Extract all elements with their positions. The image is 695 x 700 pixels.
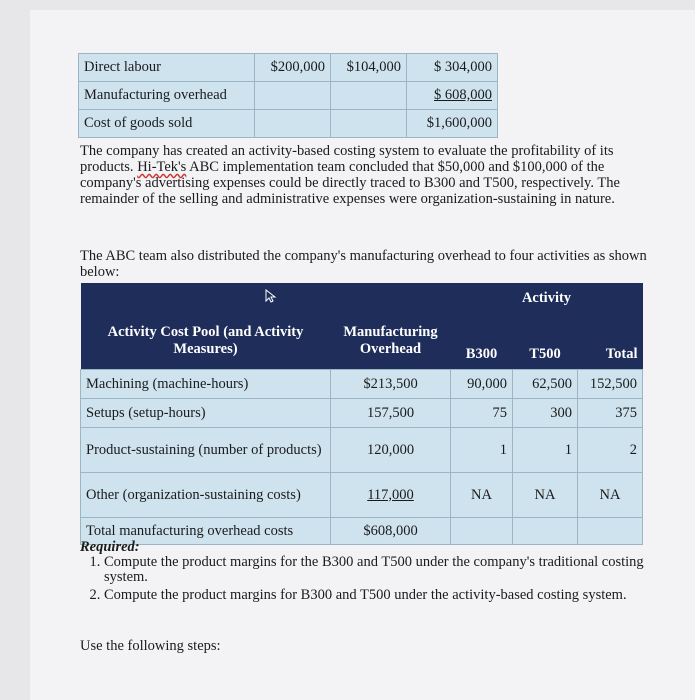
pool-name: Total manufacturing overhead costs [81, 518, 331, 545]
table-row [81, 370, 643, 399]
b300-value: NA [451, 473, 513, 518]
t500-value [331, 110, 407, 138]
total-value: 2 [578, 428, 643, 473]
overhead-value: $608,000 [331, 518, 451, 545]
total-value: 375 [578, 399, 643, 428]
b300-value [255, 82, 331, 110]
header-blank [331, 283, 451, 313]
required-title: Required: [80, 539, 140, 555]
list-item: 2. Compute the product margins for B300 and T500 under the activity-based costing system. [104, 588, 670, 603]
column-header-t500: T500 [513, 313, 578, 370]
paragraph-text: ABC implementation team concluded that $50,000 and $100,000 of the company's advertising expenses could be directly traced to B300 and T500, respectively. The remainder of the selling and administrative expenses were organization-sustaining in nature. [80, 159, 620, 207]
row-label: Cost of goods sold [79, 110, 255, 138]
table-row [81, 399, 643, 428]
column-header-pool: Activity Cost Pool (and Activity Measures) [81, 313, 331, 370]
pool-name: Machining (machine-hours) [81, 370, 331, 399]
column-header-total: Total [578, 313, 643, 370]
company-name: Hi-Tek's [137, 159, 187, 175]
total-value: $ 304,000 [407, 54, 498, 82]
intro-paragraph [80, 143, 660, 207]
steps-label: Use the following steps: [80, 638, 221, 654]
b300-value: 90,000 [451, 370, 513, 399]
pool-name: Other (organization-sustaining costs) [81, 473, 331, 518]
t500-value [331, 82, 407, 110]
pool-name: Product-sustaining (number of products) [81, 428, 331, 473]
abc-activity-table [80, 283, 643, 545]
t500-value: 300 [513, 399, 578, 428]
pool-name: Setups (setup-hours) [81, 399, 331, 428]
t500-value: 1 [513, 428, 578, 473]
list-item: 1. Compute the product margins for the B300 and T500 under the company's traditional costing system. [104, 555, 670, 585]
table-row [81, 473, 643, 518]
t500-value: 62,500 [513, 370, 578, 399]
table-header-row [81, 283, 643, 313]
overhead-value: 157,500 [331, 399, 451, 428]
header-blank [81, 283, 331, 313]
table-row [79, 54, 498, 82]
b300-value: $200,000 [255, 54, 331, 82]
table-row [79, 110, 498, 138]
abc-intro-paragraph: The ABC team also distributed the company's manufacturing overhead to four activities as shown below: [80, 248, 647, 280]
total-value: 152,500 [578, 370, 643, 399]
table-row [81, 428, 643, 473]
total-value: $1,600,000 [407, 110, 498, 138]
b300-value: 1 [451, 428, 513, 473]
row-label: Direct labour [79, 54, 255, 82]
b300-value [255, 110, 331, 138]
t500-value: $104,000 [331, 54, 407, 82]
paragraph-text: The company has created an activity-based costing system to evaluate the profitability of its products. [80, 143, 614, 175]
column-header-b300: B300 [451, 313, 513, 370]
row-label: Manufacturing overhead [79, 82, 255, 110]
activity-header: Activity [451, 283, 643, 313]
required-section [80, 540, 670, 606]
table-header-row [81, 313, 643, 370]
column-header-overhead: Manufacturing Overhead [331, 313, 451, 370]
overhead-value: 120,000 [331, 428, 451, 473]
table-row [79, 82, 498, 110]
total-value: $ 608,000 [407, 82, 498, 110]
t500-value: NA [513, 473, 578, 518]
b300-value: 75 [451, 399, 513, 428]
overhead-value: 117,000 [331, 473, 451, 518]
overhead-value: $213,500 [331, 370, 451, 399]
cursor-icon [264, 289, 278, 303]
cost-summary-table [78, 53, 498, 138]
required-list [80, 555, 670, 603]
total-value: NA [578, 473, 643, 518]
